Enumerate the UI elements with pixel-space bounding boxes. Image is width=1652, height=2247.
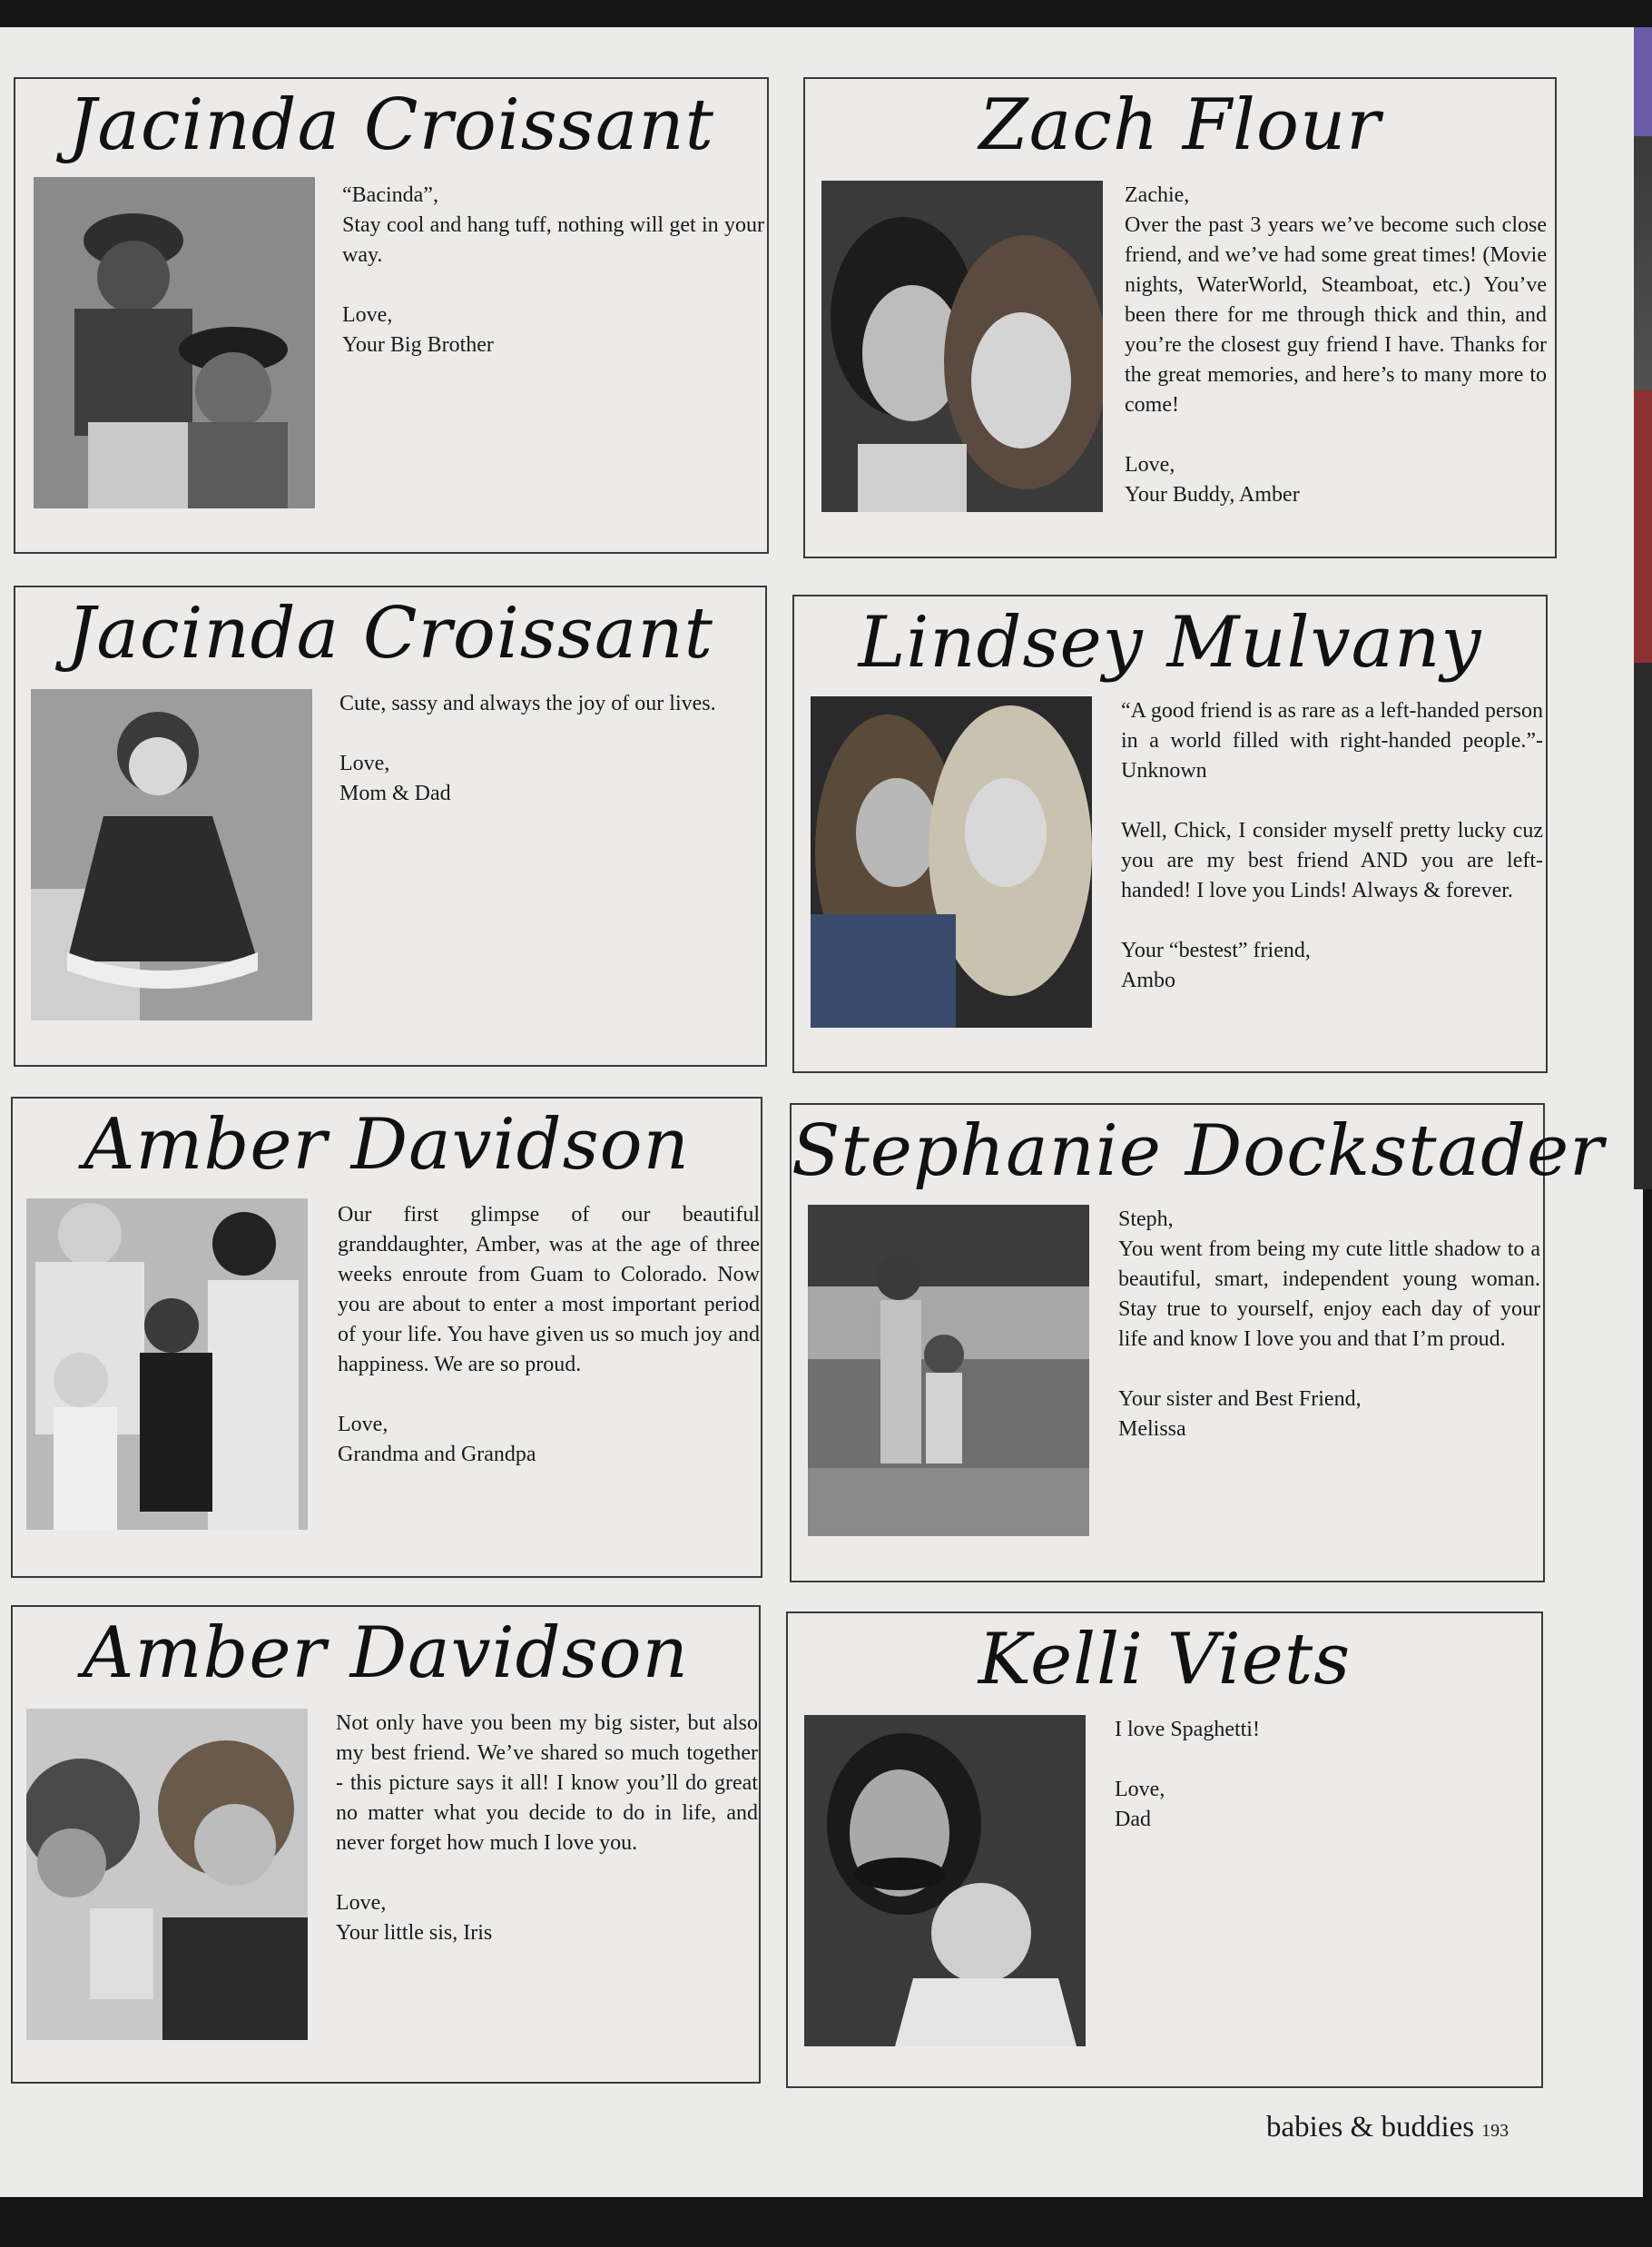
ad-message (1118, 1205, 1540, 1444)
message-line: Love, (338, 1413, 388, 1436)
message-paragraph (1118, 1385, 1540, 1444)
ad-honoree-name: Kelli Viets (978, 1619, 1352, 1700)
message-line: Your Buddy, Amber (1125, 483, 1300, 507)
ad-photo (804, 1715, 1086, 2046)
ad-message (339, 689, 762, 809)
ad-photo (34, 177, 315, 508)
ad-box (14, 586, 767, 1067)
message-line: Not only have you been my big sister, but also my best friend. We’ve shared so much together - this picture says it all! I know you’ll do great no matter what you decide to do in life, and never forget how much I love you. (336, 1711, 758, 1855)
page-number: 193 (1481, 2121, 1509, 2141)
ad-photo (26, 1709, 308, 2040)
ad-photo (26, 1198, 308, 1530)
message-line: Love, (1125, 453, 1175, 477)
message-paragraph (336, 1709, 758, 1858)
ad-box (792, 595, 1548, 1073)
message-line: Well, Chick, I consider myself pretty lucky cuz you are my best friend AND you are left-handed! I love you Linds! Always & forever. (1121, 819, 1543, 902)
message-line: You went from being my cute little shadow to a beautiful, smart, independent young woman. Stay true to yourself, enjoy each day of your life and know I love you and that I’m proud. (1118, 1237, 1540, 1351)
message-line: Zachie, (1125, 183, 1190, 207)
message-line: I love Spaghetti! (1115, 1718, 1260, 1741)
message-paragraph (1121, 936, 1543, 996)
ad-honoree-name: Jacinda Croissant (68, 84, 714, 166)
ad-photo (821, 181, 1103, 512)
message-paragraph (342, 181, 764, 271)
message-line: “A good friend is as rare as a left-handed person in a world filled with right-handed people.”-Unknown (1121, 699, 1543, 783)
ad-photo (811, 696, 1092, 1028)
ad-message (336, 1709, 758, 1948)
message-line: Stay cool and hang tuff, nothing will get in your way. (342, 213, 764, 267)
ad-box (11, 1605, 761, 2084)
message-line: Love, (1115, 1778, 1165, 1801)
message-paragraph (1118, 1205, 1540, 1355)
message-paragraph (1115, 1715, 1537, 1745)
message-line: Your little sis, Iris (336, 1921, 493, 1945)
ad-message (1121, 696, 1543, 996)
ad-message (338, 1200, 760, 1470)
message-paragraph (336, 1888, 758, 1948)
page-edge (1634, 27, 1652, 1189)
message-line: Grandma and Grandpa (338, 1443, 536, 1466)
message-line: Your Big Brother (342, 333, 494, 357)
ad-honoree-name: Amber Davidson (83, 1612, 689, 1694)
ad-box (803, 77, 1557, 558)
ad-honoree-name: Stephanie Dockstader (792, 1110, 1605, 1192)
ad-box (790, 1103, 1605, 1582)
ad-box (14, 77, 769, 554)
message-line: Your “bestest” friend, (1121, 939, 1311, 962)
ad-photo (808, 1205, 1089, 1536)
message-line: Your sister and Best Friend, (1118, 1387, 1362, 1411)
message-line: Love, (342, 303, 393, 327)
message-paragraph (1115, 1775, 1537, 1835)
ad-message (1125, 181, 1547, 510)
message-line: Dad (1115, 1808, 1151, 1831)
message-line: Mom & Dad (339, 782, 451, 805)
message-line: Love, (339, 752, 390, 775)
message-paragraph (1121, 816, 1543, 906)
message-paragraph (339, 689, 762, 719)
message-paragraph (338, 1410, 760, 1470)
message-line: Love, (336, 1891, 387, 1915)
message-line: Cute, sassy and always the joy of our lives. (339, 692, 716, 715)
message-line: Steph, (1118, 1207, 1174, 1231)
message-paragraph (1125, 181, 1547, 420)
ad-box (786, 1611, 1543, 2088)
message-paragraph (338, 1200, 760, 1380)
ad-honoree-name: Amber Davidson (84, 1104, 690, 1186)
message-line: Melissa (1118, 1417, 1186, 1441)
message-line: “Bacinda”, (342, 183, 438, 207)
ad-honoree-name: Zach Flour (978, 84, 1382, 166)
section-title: babies & buddies (1266, 2111, 1475, 2144)
ad-message (342, 181, 764, 360)
ad-box (11, 1097, 762, 1578)
message-paragraph (342, 301, 764, 360)
ad-honoree-name: Jacinda Croissant (67, 593, 713, 675)
ad-message (1115, 1715, 1537, 1835)
message-paragraph (339, 749, 762, 809)
message-line: Over the past 3 years we’ve become such close friend, and we’ve had some great times! (Movie nights, WaterWorld, Steamboat, etc.) You’ve been there for me through thick and thin, and you’re the closest guy friend I have. Thanks for the great memories, and here’s to many more to come! (1125, 213, 1547, 417)
page-footer (1266, 2111, 1509, 2144)
ad-photo (31, 689, 312, 1020)
message-line: Ambo (1121, 969, 1175, 992)
message-paragraph (1125, 450, 1547, 510)
message-paragraph (1121, 696, 1543, 786)
ad-honoree-name: Lindsey Mulvany (858, 602, 1482, 684)
message-line: Our first glimpse of our beautiful granddaughter, Amber, was at the age of three weeks enroute from Guam to Colorado. Now you are about to enter a most important period of your life. You have given us so much joy and happiness. We are so proud. (338, 1203, 760, 1376)
